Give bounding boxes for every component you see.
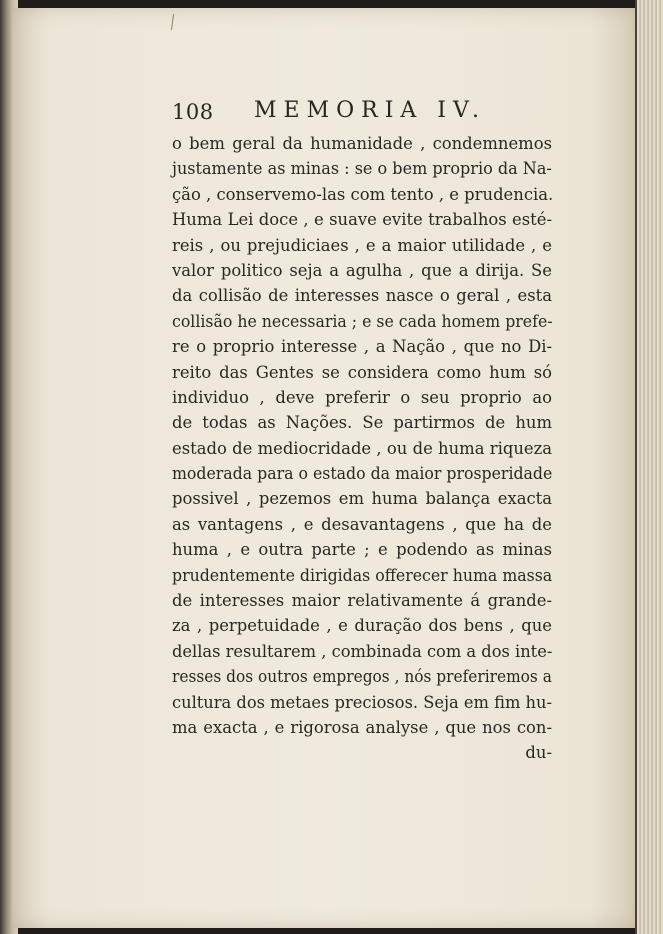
text-line: prudentemente dirigidas offerecer huma massa: [172, 565, 553, 585]
text-line: dellas resultarem , combinada com a dos inte-: [172, 641, 553, 661]
text-line: estado de mediocridade , ou de huma riqueza: [172, 438, 552, 458]
text-line: re o proprio interesse , a Nação , que no Di-: [172, 337, 552, 357]
body-text: [172, 131, 552, 766]
text-line: possivel , pezemos em huma balança exacta: [172, 489, 552, 509]
text-line: o bem geral da humanidade , condemnemos: [172, 134, 552, 153]
text-line: ma exacta , e rigorosa analyse , que nos con-: [172, 717, 552, 737]
text-line: huma , e outra parte ; e podendo as minas: [172, 540, 552, 560]
page-header: [172, 96, 552, 130]
text-line: za , perpetuidade , e duração dos bens , que: [172, 616, 552, 636]
text-line: reis , ou prejudiciaes , e a maior utilidade , e: [172, 235, 552, 255]
text-line: justamente as minas : se o bem proprio da Na-: [172, 159, 552, 179]
text-line: ção , conservemo-las com tento , e prudencia.: [172, 184, 554, 204]
text-line: de interesses maior relativamente á grande-: [172, 591, 552, 611]
text-line: da collisão de interesses nasce o geral , esta: [172, 286, 552, 306]
text-line: resses dos outros empregos , nós preferiremos a: [172, 667, 552, 687]
catchword: du-: [525, 743, 552, 763]
text-line: moderada para o estado da maior prosperidade: [172, 464, 553, 484]
text-line: valor politico seja a agulha , que a dirija. Se: [172, 260, 552, 280]
text-line: as vantagens , e desavantagens , que ha de: [172, 514, 552, 534]
text-line: Huma Lei doce , e suave evite trabalhos esté-: [172, 210, 552, 230]
running-title: MEMORIA IV.: [254, 98, 487, 123]
text-line: collisão he necessaria ; e se cada homem prefe-: [172, 311, 553, 331]
page-stack-edges: [637, 0, 663, 934]
text-line: reito das Gentes se considera como hum só: [172, 362, 552, 382]
text-line: cultura dos metaes preciosos. Seja em fim hu-: [172, 692, 552, 712]
text-line: de todas as Nações. Se partirmos de hum: [172, 413, 552, 433]
page-number: 108: [172, 100, 214, 124]
text-line: individuo , deve preferir o seu proprio ao: [172, 387, 552, 407]
